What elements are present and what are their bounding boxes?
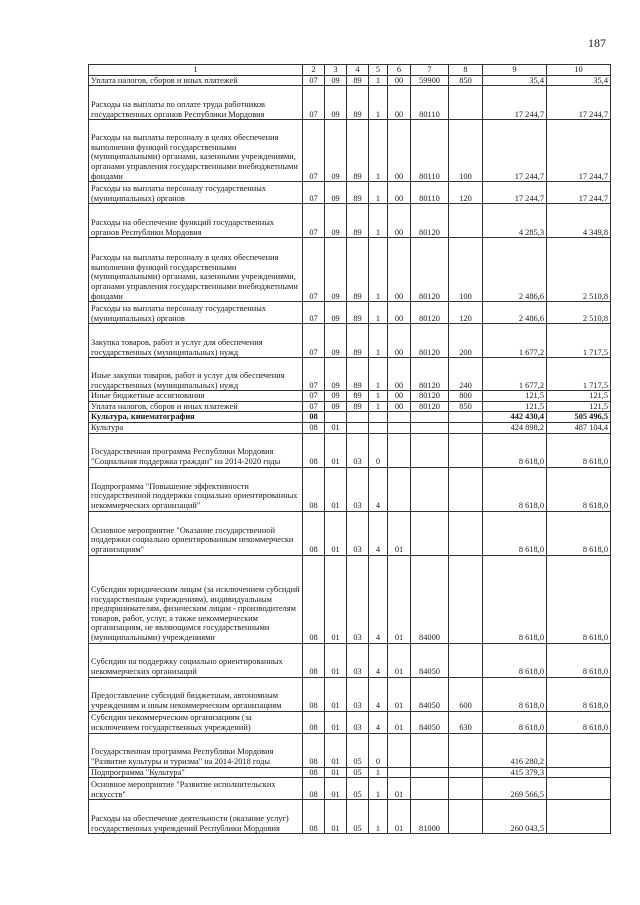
amount-cell: 416 280,2 (483, 733, 547, 767)
amount-cell: 2 486,6 (483, 238, 547, 302)
code-cell: 09 (325, 358, 347, 391)
code-cell: 4 (369, 511, 388, 555)
row-name-cell: Уплата налогов, сборов и иных платежей (89, 401, 303, 412)
row-name-cell: Подпрограмма "Повышение эффективности государственной поддержки социально ориентированных некоммерческих организаций" (89, 467, 303, 511)
code-cell: 00 (388, 238, 411, 302)
code-cell: 01 (388, 778, 411, 800)
code-cell: 08 (303, 800, 325, 834)
row-name-cell: Расходы на выплаты персоналу государственных (муниципальных) органов (89, 182, 303, 204)
code-cell: 00 (388, 401, 411, 412)
amount-cell: 505 496,5 (547, 412, 611, 423)
table-row (89, 120, 611, 182)
code-cell (369, 412, 388, 423)
amount-cell: 8 618,0 (483, 677, 547, 711)
code-cell: 89 (347, 120, 369, 182)
table-row (89, 711, 611, 733)
code-cell: 800 (449, 391, 483, 402)
row-name-cell: Предоставление субсидий бюджетным, автономным учреждениям и иным некоммерческим организациям (89, 677, 303, 711)
code-cell: 03 (347, 467, 369, 511)
table-row (89, 302, 611, 324)
row-name-cell: Уплата налогов, сборов и иных платежей (89, 75, 303, 86)
code-cell (388, 733, 411, 767)
amount-cell: 17 244,7 (483, 86, 547, 120)
code-cell: 09 (325, 204, 347, 238)
code-cell: 80120 (411, 204, 449, 238)
code-cell: 09 (325, 86, 347, 120)
code-cell (388, 467, 411, 511)
code-cell: 0 (369, 433, 388, 467)
code-cell: 01 (325, 511, 347, 555)
code-cell: 08 (303, 412, 325, 423)
code-cell: 01 (325, 767, 347, 778)
code-cell: 01 (388, 643, 411, 677)
code-cell: 03 (347, 643, 369, 677)
amount-cell (547, 733, 611, 767)
table-row (89, 733, 611, 767)
code-cell: 4 (369, 643, 388, 677)
table-row (89, 433, 611, 467)
code-cell: 1 (369, 358, 388, 391)
table-row (89, 391, 611, 402)
code-cell: 07 (303, 120, 325, 182)
code-cell: 01 (388, 677, 411, 711)
code-cell (411, 733, 449, 767)
code-cell (449, 778, 483, 800)
amount-cell (547, 778, 611, 800)
table-row (89, 86, 611, 120)
table-row (89, 358, 611, 391)
code-cell (388, 433, 411, 467)
row-name-cell: Иные бюджетные ассигнования (89, 391, 303, 402)
code-cell: 01 (325, 733, 347, 767)
code-cell (449, 467, 483, 511)
code-cell: 1 (369, 238, 388, 302)
code-cell: 80110 (411, 86, 449, 120)
code-cell: 07 (303, 391, 325, 402)
budget-table (88, 64, 611, 834)
header-cell: 2 (303, 65, 325, 76)
code-cell: 200 (449, 324, 483, 358)
row-name-cell: Подпрограмма "Культура" (89, 767, 303, 778)
code-cell: 4 (369, 711, 388, 733)
code-cell: 4 (369, 467, 388, 511)
code-cell: 01 (325, 677, 347, 711)
code-cell: 1 (369, 302, 388, 324)
code-cell: 09 (325, 391, 347, 402)
code-cell: 07 (303, 75, 325, 86)
code-cell: 08 (303, 711, 325, 733)
code-cell: 03 (347, 677, 369, 711)
code-cell: 01 (325, 643, 347, 677)
code-cell: 80120 (411, 238, 449, 302)
row-name-cell: Субсидии на поддержку социально ориентированных некоммерческих организаций (89, 643, 303, 677)
amount-cell: 8 618,0 (483, 467, 547, 511)
amount-cell: 17 244,7 (547, 86, 611, 120)
code-cell (369, 422, 388, 433)
code-cell: 08 (303, 677, 325, 711)
code-cell (449, 422, 483, 433)
code-cell: 07 (303, 324, 325, 358)
code-cell: 01 (388, 800, 411, 834)
amount-cell: 2 510,8 (547, 238, 611, 302)
code-cell: 84050 (411, 643, 449, 677)
row-name-cell: Расходы на обеспечение функций государственных органов Республики Мордовия (89, 204, 303, 238)
code-cell: 1 (369, 86, 388, 120)
code-cell: 89 (347, 391, 369, 402)
amount-cell: 121,5 (547, 401, 611, 412)
code-cell (411, 433, 449, 467)
amount-cell: 4 285,3 (483, 204, 547, 238)
code-cell: 1 (369, 401, 388, 412)
code-cell (449, 800, 483, 834)
code-cell: 01 (325, 433, 347, 467)
amount-cell: 4 349,8 (547, 204, 611, 238)
row-name-cell: Культура (89, 422, 303, 433)
code-cell: 1 (369, 778, 388, 800)
code-cell: 100 (449, 120, 483, 182)
code-cell: 01 (325, 467, 347, 511)
table-row (89, 238, 611, 302)
code-cell: 120 (449, 182, 483, 204)
amount-cell: 1 677,2 (483, 324, 547, 358)
code-cell: 89 (347, 86, 369, 120)
code-cell: 80110 (411, 120, 449, 182)
amount-cell (547, 767, 611, 778)
code-cell (411, 778, 449, 800)
code-cell: 09 (325, 238, 347, 302)
code-cell: 84050 (411, 677, 449, 711)
code-cell: 100 (449, 238, 483, 302)
amount-cell: 8 618,0 (483, 511, 547, 555)
code-cell: 1 (369, 767, 388, 778)
code-cell: 09 (325, 324, 347, 358)
code-cell: 03 (347, 555, 369, 643)
code-cell: 07 (303, 182, 325, 204)
code-cell: 00 (388, 182, 411, 204)
code-cell: 08 (303, 511, 325, 555)
code-cell: 4 (369, 677, 388, 711)
amount-cell: 8 618,0 (483, 433, 547, 467)
code-cell: 1 (369, 324, 388, 358)
amount-cell: 8 618,0 (547, 467, 611, 511)
code-cell: 84000 (411, 555, 449, 643)
code-cell: 01 (325, 555, 347, 643)
code-cell: 07 (303, 358, 325, 391)
code-cell: 01 (388, 555, 411, 643)
page-number: 187 (588, 36, 606, 50)
row-name-cell: Субсидии юридическим лицам (за исключением субсидий государственным учреждениям), индивидуальным предпринимателям, физическим лицам - производителям товаров, работ, услуг, а также некоммерческим организациям, не являющимся государственными (муниципальными) учреждениями (89, 555, 303, 643)
row-name-cell: Расходы на выплаты персоналу в целях обеспечения выполнения функций государственными (муниципальными) органами, казенными учреждениями, органами управления государственными внебюджетными фондами (89, 238, 303, 302)
code-cell (449, 767, 483, 778)
code-cell: 09 (325, 401, 347, 412)
code-cell: 09 (325, 75, 347, 86)
code-cell: 84050 (411, 711, 449, 733)
code-cell (449, 433, 483, 467)
code-cell: 08 (303, 467, 325, 511)
table-row (89, 412, 611, 423)
code-cell (449, 412, 483, 423)
code-cell (449, 643, 483, 677)
table-row (89, 778, 611, 800)
code-cell: 01 (325, 711, 347, 733)
table-row (89, 324, 611, 358)
code-cell (388, 412, 411, 423)
code-cell: 07 (303, 204, 325, 238)
amount-cell: 1 717,5 (547, 358, 611, 391)
amount-cell: 8 618,0 (547, 711, 611, 733)
amount-cell: 8 618,0 (547, 677, 611, 711)
code-cell: 1 (369, 120, 388, 182)
amount-cell: 8 618,0 (547, 643, 611, 677)
code-cell (347, 422, 369, 433)
code-cell: 09 (325, 120, 347, 182)
code-cell: 01 (388, 711, 411, 733)
code-cell: 07 (303, 401, 325, 412)
code-cell: 80120 (411, 302, 449, 324)
amount-cell: 121,5 (547, 391, 611, 402)
code-cell (411, 412, 449, 423)
code-cell: 09 (325, 302, 347, 324)
code-cell (347, 412, 369, 423)
row-name-cell: Субсидии некоммерческим организациям (за исключением государственных учреждений) (89, 711, 303, 733)
code-cell: 08 (303, 555, 325, 643)
header-cell: 4 (347, 65, 369, 76)
code-cell: 89 (347, 324, 369, 358)
row-name-cell: Государственная программа Республики Мордовия "Развитие культуры и туризма" на 2014-2018 годы (89, 733, 303, 767)
code-cell: 89 (347, 75, 369, 86)
amount-cell: 8 618,0 (547, 433, 611, 467)
code-cell: 08 (303, 422, 325, 433)
amount-cell: 487 104,4 (547, 422, 611, 433)
code-cell: 00 (388, 302, 411, 324)
code-cell: 0 (369, 733, 388, 767)
row-name-cell: Закупка товаров, работ и услуг для обеспечения государственных (муниципальных) нужд (89, 324, 303, 358)
code-cell: 09 (325, 182, 347, 204)
code-cell: 05 (347, 767, 369, 778)
table-row (89, 677, 611, 711)
header-cell: 5 (369, 65, 388, 76)
amount-cell: 35,4 (547, 75, 611, 86)
code-cell: 4 (369, 555, 388, 643)
header-cell: 8 (449, 65, 483, 76)
amount-cell: 442 430,4 (483, 412, 547, 423)
amount-cell: 8 618,0 (547, 511, 611, 555)
code-cell: 89 (347, 302, 369, 324)
amount-cell: 8 618,0 (483, 643, 547, 677)
code-cell (449, 204, 483, 238)
code-cell (388, 422, 411, 433)
code-cell: 08 (303, 733, 325, 767)
table-row (89, 422, 611, 433)
code-cell (411, 467, 449, 511)
code-cell: 00 (388, 120, 411, 182)
table-row (89, 767, 611, 778)
row-name-cell: Основное мероприятие "Развитие исполнительских искусств" (89, 778, 303, 800)
code-cell (449, 511, 483, 555)
code-cell (411, 767, 449, 778)
amount-cell: 424 898,2 (483, 422, 547, 433)
code-cell: 01 (325, 800, 347, 834)
code-cell: 05 (347, 733, 369, 767)
code-cell: 89 (347, 238, 369, 302)
code-cell (411, 422, 449, 433)
table-row (89, 401, 611, 412)
row-name-cell: Культура, кинематография (89, 412, 303, 423)
table-row (89, 643, 611, 677)
table-row (89, 204, 611, 238)
code-cell: 00 (388, 204, 411, 238)
code-cell: 05 (347, 778, 369, 800)
code-cell: 89 (347, 358, 369, 391)
table-body (89, 75, 611, 834)
code-cell: 600 (449, 677, 483, 711)
code-cell (449, 86, 483, 120)
code-cell: 08 (303, 433, 325, 467)
amount-cell: 8 618,0 (483, 555, 547, 643)
row-name-cell: Расходы на обеспечение деятельности (оказание услуг) государственных учреждений Республики Мордовия (89, 800, 303, 834)
code-cell: 01 (325, 422, 347, 433)
code-cell: 03 (347, 511, 369, 555)
header-cell: 1 (89, 65, 303, 76)
code-cell: 03 (347, 711, 369, 733)
code-cell: 00 (388, 86, 411, 120)
code-cell: 80120 (411, 324, 449, 358)
amount-cell: 1 677,2 (483, 358, 547, 391)
header-cell: 7 (411, 65, 449, 76)
code-cell: 00 (388, 391, 411, 402)
code-cell (388, 767, 411, 778)
amount-cell: 2 486,6 (483, 302, 547, 324)
code-cell: 08 (303, 643, 325, 677)
code-cell: 00 (388, 75, 411, 86)
code-cell: 08 (303, 767, 325, 778)
row-name-cell: Расходы на выплаты по оплате труда работников государственных органов Республики Мордовия (89, 86, 303, 120)
code-cell: 1 (369, 800, 388, 834)
code-cell: 01 (388, 511, 411, 555)
code-cell: 1 (369, 182, 388, 204)
table-row (89, 555, 611, 643)
table-row (89, 182, 611, 204)
code-cell: 59900 (411, 75, 449, 86)
header-cell: 3 (325, 65, 347, 76)
header-cell: 10 (547, 65, 611, 76)
code-cell: 630 (449, 711, 483, 733)
code-cell: 850 (449, 75, 483, 86)
code-cell (449, 733, 483, 767)
row-name-cell: Расходы на выплаты персоналу в целях обеспечения выполнения функций государственными (муниципальными) органами, казенными учреждениями, органами управления государственными внебюджетными фондами (89, 120, 303, 182)
code-cell (411, 511, 449, 555)
code-cell: 850 (449, 401, 483, 412)
amount-cell: 8 618,0 (547, 555, 611, 643)
code-cell: 80120 (411, 391, 449, 402)
code-cell: 1 (369, 391, 388, 402)
code-cell: 80120 (411, 358, 449, 391)
row-name-cell: Основное мероприятие "Оказание государственной поддержки социально ориентированным некоммерчески организациям" (89, 511, 303, 555)
table-row (89, 800, 611, 834)
code-cell: 81000 (411, 800, 449, 834)
amount-cell: 17 244,7 (547, 120, 611, 182)
header-cell: 9 (483, 65, 547, 76)
amount-cell: 35,4 (483, 75, 547, 86)
amount-cell: 260 043,5 (483, 800, 547, 834)
code-cell: 1 (369, 204, 388, 238)
code-cell: 240 (449, 358, 483, 391)
code-cell: 1 (369, 75, 388, 86)
code-cell: 89 (347, 204, 369, 238)
code-cell (449, 555, 483, 643)
table-row (89, 467, 611, 511)
code-cell: 08 (303, 778, 325, 800)
code-cell: 89 (347, 401, 369, 412)
table-row (89, 75, 611, 86)
amount-cell: 8 618,0 (483, 711, 547, 733)
amount-cell: 121,5 (483, 401, 547, 412)
code-cell: 89 (347, 182, 369, 204)
code-cell: 00 (388, 358, 411, 391)
table-row (89, 511, 611, 555)
code-cell: 01 (325, 778, 347, 800)
amount-cell: 121,5 (483, 391, 547, 402)
code-cell: 07 (303, 238, 325, 302)
amount-cell: 2 510,8 (547, 302, 611, 324)
code-cell: 07 (303, 302, 325, 324)
code-cell: 80120 (411, 401, 449, 412)
amount-cell (547, 800, 611, 834)
row-name-cell: Государственная программа Республики Мордовия "Социальная поддержка граждан" на 2014-2020 годы (89, 433, 303, 467)
code-cell: 120 (449, 302, 483, 324)
code-cell: 05 (347, 800, 369, 834)
amount-cell: 17 244,7 (483, 182, 547, 204)
amount-cell: 1 717,5 (547, 324, 611, 358)
table-header-row (89, 65, 611, 76)
code-cell: 03 (347, 433, 369, 467)
header-cell: 6 (388, 65, 411, 76)
code-cell: 80110 (411, 182, 449, 204)
amount-cell: 269 566,5 (483, 778, 547, 800)
code-cell: 07 (303, 86, 325, 120)
row-name-cell: Иные закупки товаров, работ и услуг для обеспечения государственных (муниципальных) нужд (89, 358, 303, 391)
code-cell (325, 412, 347, 423)
amount-cell: 415 379,3 (483, 767, 547, 778)
amount-cell: 17 244,7 (547, 182, 611, 204)
code-cell: 00 (388, 324, 411, 358)
amount-cell: 17 244,7 (483, 120, 547, 182)
row-name-cell: Расходы на выплаты персоналу государственных (муниципальных) органов (89, 302, 303, 324)
